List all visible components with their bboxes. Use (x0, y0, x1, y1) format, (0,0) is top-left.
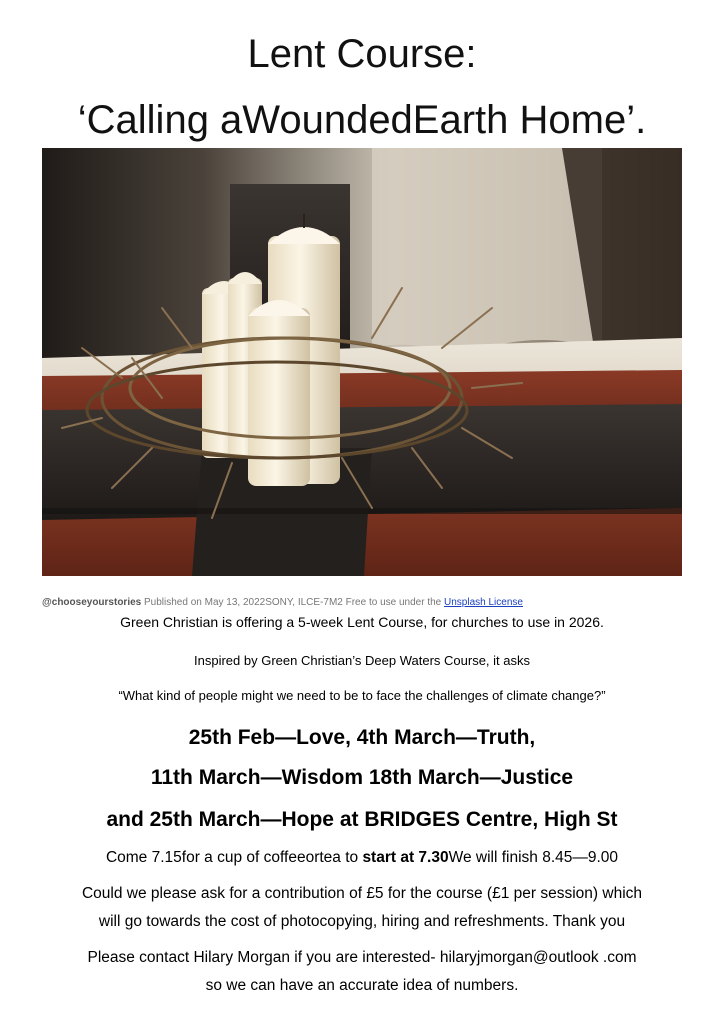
title-line-1: Lent Course: (247, 32, 477, 76)
title-line-2: ‘Calling aWoundedEarth Home’. (77, 98, 647, 142)
photo-credit-details: Published on May 13, 2022SONY, ILCE-7M2 Free to use under the (141, 597, 445, 608)
time-text-pre: Come 7.15for a cup of coffeeortea to (105, 849, 363, 866)
unsplash-license-link[interactable]: Unsplash License (444, 597, 523, 608)
time-text (0, 847, 724, 869)
dates-line-3: and 25th March—Hope at BRIDGES Centre, High St (106, 808, 618, 831)
contact-line-2: so we can have an accurate idea of numbers. (205, 977, 519, 994)
photo-credit-handle: @chooseyourstories (42, 597, 142, 608)
dates-line-2: 11th March—Wisdom 18th March—Justice (150, 766, 574, 789)
time-text-post: We will finish 8.45—9.00 (448, 849, 619, 866)
inspired-text: Inspired by Green Christian’s Deep Waters Course, it asks (194, 653, 530, 668)
intro-text: Green Christian is offering a 5-week Lent Course, for churches to use in 2026. (120, 614, 604, 630)
contribution-line-2: will go towards the cost of photocopying, hiring and refreshments. Thank you (98, 913, 626, 930)
question-text: “What kind of people might we need to be to face the challenges of climate change?” (118, 688, 606, 703)
dates-line-1: 25th Feb—Love, 4th March—Truth, (188, 726, 536, 749)
candles-thorns-photo (42, 148, 682, 576)
start-time: start at 7.30 (362, 849, 449, 866)
photo-credit (42, 596, 702, 610)
contribution-line-1: Could we please ask for a contribution of £5 for the course (£1 per session) which (81, 885, 643, 902)
contact-line-1: Please contact Hilary Morgan if you are interested- hilaryjmorgan@outlook .com (87, 949, 637, 966)
